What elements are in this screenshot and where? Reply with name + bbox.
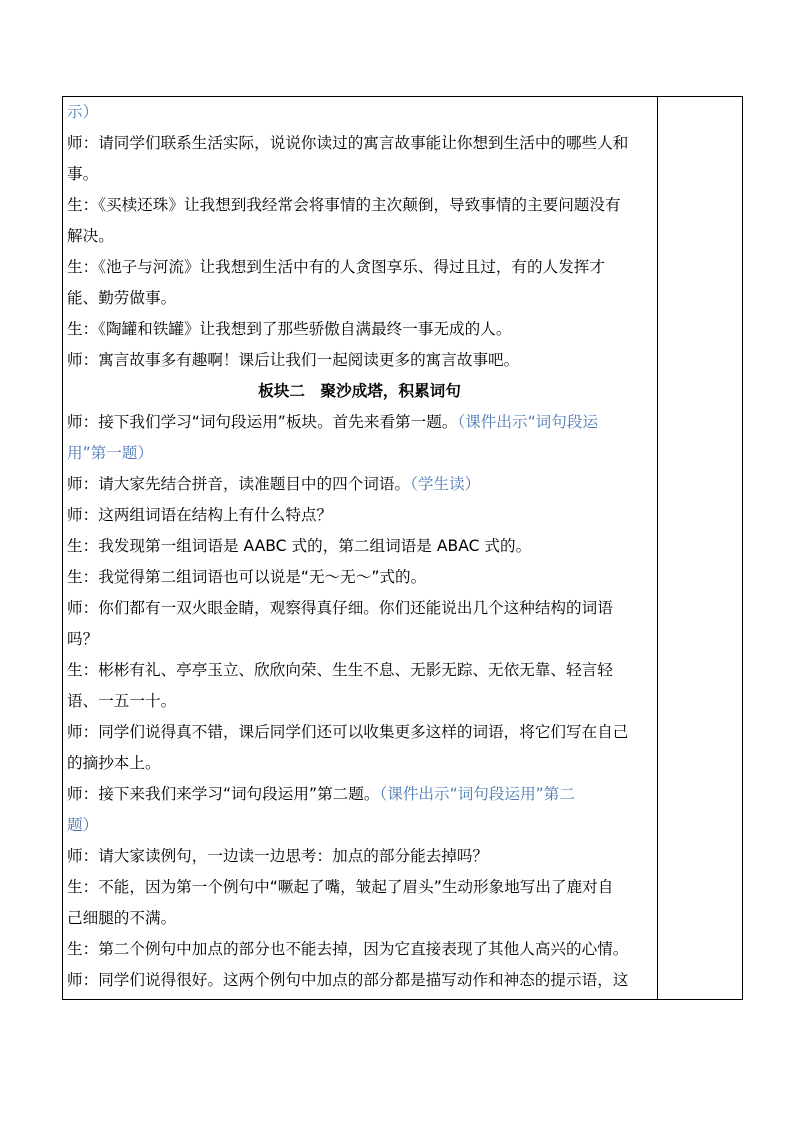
line-text: 事。 xyxy=(67,165,99,183)
transcript-line xyxy=(67,500,652,531)
transcript-line xyxy=(67,97,652,128)
transcript-line xyxy=(67,748,652,779)
transcript-line xyxy=(67,469,652,500)
stage-direction: （课件出示“词句段运用”第二 xyxy=(379,785,575,803)
stage-direction: 示） xyxy=(67,103,99,121)
transcript-line xyxy=(67,314,652,345)
transcript-line xyxy=(67,810,652,841)
transcript-line xyxy=(67,283,652,314)
transcript-line xyxy=(67,903,652,934)
line-text: 板块二 聚沙成塔，积累词句 xyxy=(258,382,461,400)
transcript-line xyxy=(67,562,652,593)
transcript-line xyxy=(67,872,652,903)
transcript-line xyxy=(67,779,652,810)
line-text: 己细腿的不满。 xyxy=(67,909,177,927)
line-text: 师：同学们说得真不错，课后同学们还可以收集更多这样的词语，将它们写在自己 xyxy=(67,723,629,741)
line-text: 师：你们都有一双火眼金睛，观察得真仔细。你们还能说出几个这种结构的词语 xyxy=(67,599,613,617)
transcript-line xyxy=(67,252,652,283)
transcript-line xyxy=(67,221,652,252)
transcript-line xyxy=(67,593,652,624)
transcript-line xyxy=(67,190,652,221)
line-text: 生：《陶罐和铁罐》让我想到了那些骄傲自满最终一事无成的人。 xyxy=(67,320,512,338)
stage-direction: （课件出示“词句段运 xyxy=(457,413,599,431)
lesson-table xyxy=(62,96,743,1000)
notes-column-cell xyxy=(658,97,742,999)
transcript-line xyxy=(67,686,652,717)
line-text: 的摘抄本上。 xyxy=(67,754,161,772)
line-text: 能、勤劳做事。 xyxy=(67,289,177,307)
section-heading xyxy=(67,376,652,407)
transcript-line xyxy=(67,624,652,655)
line-text: 师：请同学们联系生活实际，说说你读过的寓言故事能让你想到生活中的哪些人和 xyxy=(67,134,629,152)
transcript-line xyxy=(67,159,652,190)
transcript-line xyxy=(67,965,652,996)
line-text: 师：接下我们学习“词句段运用”板块。首先来看第一题。 xyxy=(67,413,458,431)
lesson-content-cell xyxy=(67,97,652,999)
transcript-line xyxy=(67,531,652,562)
line-text: 师：同学们说得很好。这两个例句中加点的部分都是描写动作和神态的提示语，这 xyxy=(67,971,629,989)
line-text: 生：《买椟还珠》让我想到我经常会将事情的主次颠倒，导致事情的主要问题没有 xyxy=(67,196,621,214)
transcript-line xyxy=(67,717,652,748)
line-text: 师：请大家读例句，一边读一边思考：加点的部分能去掉吗？ xyxy=(67,847,489,865)
line-text: 生：彬彬有礼、亭亭玉立、欣欣向荣、生生不息、无影无踪、无依无靠、轻言轻 xyxy=(67,661,613,679)
stage-direction: 题） xyxy=(67,816,99,834)
transcript-line xyxy=(67,841,652,872)
transcript-line xyxy=(67,655,652,686)
transcript-line xyxy=(67,407,652,438)
line-text: 语、一五一十。 xyxy=(67,692,177,710)
stage-direction: 用”第一题） xyxy=(67,444,154,462)
line-text: 生：《池子与河流》让我想到生活中有的人贪图享乐、得过且过，有的人发挥才 xyxy=(67,258,605,276)
line-text: 师：这两组词语在结构上有什么特点？ xyxy=(67,506,333,524)
transcript-line xyxy=(67,934,652,965)
line-text: 师：接下来我们来学习“词句段运用”第二题。 xyxy=(67,785,380,803)
line-text: 师：请大家先结合拼音，读准题目中的四个词语。 xyxy=(67,475,411,493)
line-text: 生：第二个例句中加点的部分也不能去掉，因为它直接表现了其他人高兴的心情。 xyxy=(67,940,629,958)
line-text: 生：不能，因为第一个例句中“噘起了嘴，皱起了眉头”生动形象地写出了鹿对自 xyxy=(67,878,614,896)
line-text: 生：我发现第一组词语是 AABC 式的，第二组词语是 ABAC 式的。 xyxy=(67,537,532,555)
transcript-line xyxy=(67,128,652,159)
line-text: 生：我觉得第二组词语也可以说是“无～无～”式的。 xyxy=(67,568,427,586)
line-text: 吗？ xyxy=(67,630,99,648)
transcript-line xyxy=(67,438,652,469)
stage-direction: （学生读） xyxy=(410,475,481,493)
line-text: 解决。 xyxy=(67,227,114,245)
transcript-line xyxy=(67,345,652,376)
line-text: 师：寓言故事多有趣啊！课后让我们一起阅读更多的寓言故事吧。 xyxy=(67,351,520,369)
